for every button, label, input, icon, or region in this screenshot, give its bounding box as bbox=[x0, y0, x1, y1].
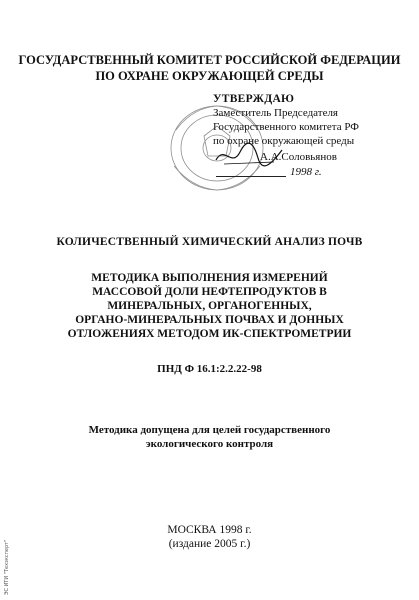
document-title-line-4: ОРГАНО-МИНЕРАЛЬНЫХ ПОЧВАХ И ДОННЫХ bbox=[75, 314, 344, 326]
document-title bbox=[0, 271, 419, 341]
approval-title: УТВЕРЖДАЮ bbox=[213, 93, 295, 105]
signer-name: А.А.Соловьянов bbox=[260, 151, 337, 163]
document-code: ПНД Ф 16.1:2.2.22-98 bbox=[157, 363, 262, 375]
approval-position-line-2: Государственного комитета РФ bbox=[213, 121, 359, 133]
admission-note bbox=[0, 423, 419, 451]
document-title-line-5: ОТЛОЖЕНИЯХ МЕТОДОМ ИК-СПЕКТРОМЕТРИИ bbox=[67, 328, 352, 340]
publication-info bbox=[0, 523, 419, 551]
city-year: МОСКВА 1998 г. bbox=[167, 524, 252, 536]
side-watermark-text: ЭС ИТИ "Техэксперт" bbox=[4, 539, 10, 595]
section-title: КОЛИЧЕСТВЕННЫЙ ХИМИЧЕСКИЙ АНАЛИЗ ПОЧВ bbox=[56, 236, 363, 248]
approval-position-line-1: Заместитель Председателя bbox=[213, 107, 338, 119]
document-title-line-1: МЕТОДИКА ВЫПОЛНЕНИЯ ИЗМЕРЕНИЙ bbox=[91, 272, 328, 284]
agency-line-2: ПО ОХРАНЕ ОКРУЖАЮЩЕЙ СРЕДЫ bbox=[95, 69, 324, 83]
document-title-line-2: МАССОВОЙ ДОЛИ НЕФТЕПРОДУКТОВ В bbox=[92, 286, 327, 298]
date-underline bbox=[216, 176, 286, 177]
edition-note: (издание 2005 г.) bbox=[168, 538, 251, 550]
agency-header bbox=[0, 52, 419, 84]
approval-position-line-3: по охране окружающей среды bbox=[213, 135, 355, 147]
admission-note-line-2: экологического контроля bbox=[145, 438, 274, 450]
agency-line-1: ГОСУДАРСТВЕННЫЙ КОМИТЕТ РОССИЙСКОЙ ФЕДЕРАЦИИ bbox=[18, 53, 401, 67]
approval-year: 1998 г. bbox=[290, 166, 322, 178]
admission-note-line-1: Методика допущена для целей государственного bbox=[88, 424, 331, 436]
document-title-line-3: МИНЕРАЛЬНЫХ, ОРГАНОГЕННЫХ, bbox=[107, 300, 312, 312]
